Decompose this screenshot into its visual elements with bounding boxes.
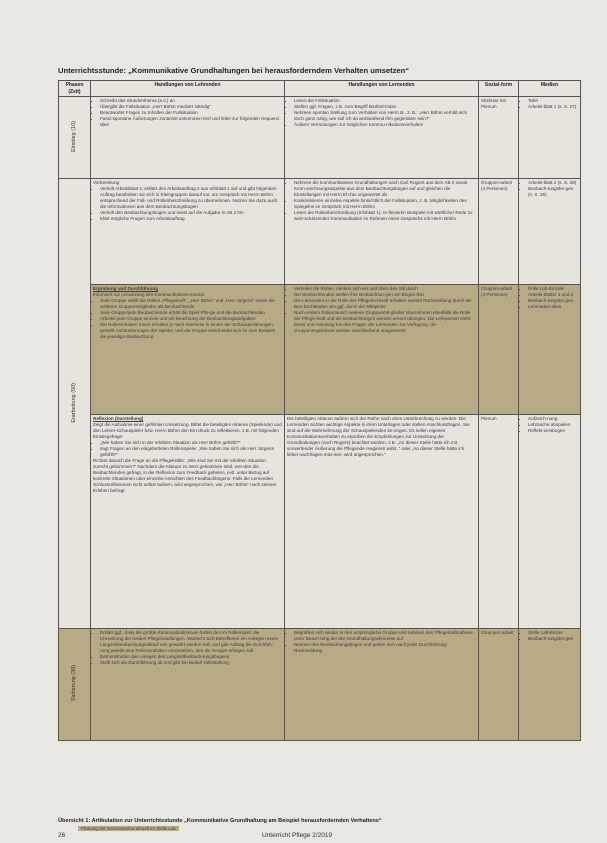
caption-subline: Planung der Seminarreihe aktuell im Skills Lab bbox=[78, 826, 179, 831]
list-item: • Beobach-tungsbo-gen bbox=[528, 636, 578, 642]
social-cell: Gruppen-arbeit (4 Personen) bbox=[479, 285, 519, 415]
list-item: • Nehmen spontan Stellung zum Verhalten von Herrn B., z. B.: „Herr Böhm verhält sich doch ganz ruhig, wie soll ich da wohlwollend ihm gegenüber sein?“ bbox=[294, 110, 476, 122]
list-item: • Rolle Lab-Einzelk bbox=[528, 286, 578, 292]
lesson-plan-table bbox=[58, 80, 581, 741]
list-item: • Arbeits-blatt 1 (s. S. 27) bbox=[528, 104, 578, 110]
list-item: • „Wie haben Sie sich in der erlebten Situation als Herr Böhm gefühlt?“ bbox=[100, 440, 282, 446]
list-item: • Äußern Vermutungen zur möglichen Kommu-nikationsverhalten bbox=[294, 122, 476, 128]
list-item: • Nennen den Beobachtungsbogen und geben sich nach jeder Durchführung Rückmeldung bbox=[294, 642, 476, 654]
phase-cell bbox=[59, 179, 91, 629]
list-item: • Erklärt ggf., dass die größte Kommunikationsver-halten des im Rollenspiel, die Umsetzung der beiden Pflegehandlungen. Wünscht sich Betroffenen ein Anliegen einen Langzeitbeobachtungsablauf aus gewahrt werden soll, und gibt Auftrag die Durchfüh-rung jeweils eine Rollenpraktiken einzusetzen, den die Gruppe erfolgen soll. bbox=[100, 630, 282, 654]
list-item: • Reflekt-ionsbogen bbox=[528, 428, 578, 434]
col-header-media: Medien bbox=[519, 81, 581, 97]
section-subheading: Erprobung und Durchführung bbox=[93, 286, 159, 291]
table-header-row bbox=[59, 81, 581, 97]
media-cell bbox=[519, 285, 581, 415]
list-item: • Die Beobachtenden stellen ihre Beobachtun-gen am Bogen fest bbox=[294, 292, 476, 298]
phase-label-erarbeitung: Erarbeitung (50) bbox=[70, 382, 77, 423]
teacher-cell bbox=[91, 629, 285, 741]
table-row-einstieg bbox=[59, 97, 581, 179]
list-item: • Nehmen die kommunikativen Grundhaltungen nach Carl Rogers aus dem AB 2 sowie Kenn-zeichnungsaspekte aus dem Beobachtungsbogen auf und gleichen die Einstellungen mit Herrn Eh-fan ungewertet ab bbox=[294, 180, 476, 198]
list-item: • Tafel bbox=[528, 98, 578, 104]
list-item: • sagt Fragen an den eingebetteten Rollenspieler „Wie haben Sie sich als Herr Jürgens gefühlt?“ bbox=[100, 446, 282, 458]
teacher-cell bbox=[91, 415, 285, 629]
list-item: • Arbeits-blatt 2 (s. S. 28) bbox=[528, 180, 578, 186]
col-header-learners: Handlungen von Lernenden bbox=[285, 81, 479, 97]
list-item: • Lehrsache abspielen bbox=[528, 422, 578, 428]
phase-cell bbox=[59, 97, 91, 179]
journal-footer: Unterricht Pflege 2/2019 bbox=[262, 832, 333, 839]
list-item: • Beobach-tungsbo-gen (s. S. 29) bbox=[528, 186, 578, 198]
social-cell: Grup-pen-arbeit bbox=[479, 629, 519, 741]
phase-label-einstieg: Einstieg (10) bbox=[70, 121, 77, 152]
section-subheading: Vorbereitung bbox=[93, 180, 120, 185]
teacher-cell bbox=[91, 97, 285, 179]
table-row-durchfuehrung bbox=[59, 285, 581, 415]
teacher-cell bbox=[91, 179, 285, 285]
page-heading: Unterrichtsstunde: „Kommunikative Grundhaltungen bei herausforderndem Verhalten umsetzen“ bbox=[58, 66, 410, 75]
list-item: • Verteilt Arbeitsblatt 2, erklärt den Arbeitsauftrag 2 aus Infoblatt 1 auf und gibt folgenden Auftrag bearbeiten sie sich in Kleingruppen darauf vor, am Gespräch mit Herrn Böhm entsprechend der Fall- und Rollenbeschreibung zu übernehmen. Nutzen Sie dazu auch die Informationen aus dem Beobachtungsbogen bbox=[100, 186, 282, 210]
list-item: • Stelle Lab-Einzel bbox=[528, 630, 578, 636]
learners-cell bbox=[285, 629, 479, 741]
learners-cell bbox=[285, 285, 479, 415]
media-cell bbox=[519, 179, 581, 285]
col-header-social: Sozial-form bbox=[479, 81, 519, 97]
list-item: • Stellen ggf. Fragen, z.B. zum Begriff Barthel-Index bbox=[294, 104, 476, 110]
list-item: • Jede Gruppe wählt die Rollen „Pflegekraft“, „Herr Böhm“ und „Herr Jürgens“ sowie die weiteren Gruppenmitglieder als Beobachtende bbox=[100, 298, 282, 310]
list-item: • Schreibt das Stundenthema (s.o.) an bbox=[100, 98, 282, 104]
table-row-sicherung bbox=[59, 629, 581, 741]
paragraph: Die beteiligten Akteure äußern sich der Reihe nach ohne Unterbrechung zu werden. Die Lernenden sichten wichtige Aspekte in ihren Unterlagen oder stellen Anschlussfragen. Sie sind auf die Wahrnehmung der Schauspielenden be-zogen. Es sollen eigenes Kommunikationsverhalten zu erproben die Empfehlungen zur Umsetzung der Grundhaltungen (nach Rogers) beachtet werden, z.B. „An dieser Stelle hätte ich mit vorwerfender Äußerung die Pflegende reagieren wirkt..“ oder „An dieser Stelle hätte ich lieber nachfragen müs-sen, wird angesprochen.“ bbox=[287, 416, 470, 457]
paragraph: Richtet danach die Frage an die Pflegekräfte: „Wie sind Sie mit der erlebten Situation zurecht gekommen?“ Nachdem die Akteure zu Wort gekommen sind, wer-den die Beobachtenden gefragt, in der Reflexion zum Feedback gebeten, evtl. unter Bezug auf konkrete Situationen oder einzelne Ansichten des Feedbackbogens. Falls die Lernenden Schlussreflexionen nicht selbst äußern, wird angesprochen, wie „Herr Böhm“ nach seinem Erleben befragt. bbox=[93, 457, 277, 493]
media-cell bbox=[519, 629, 581, 741]
teacher-cell bbox=[91, 285, 285, 415]
list-item: • Arbeitet jede Gruppe einzeln und mit Beachtung der Beobachtungsaufgaben bbox=[100, 316, 282, 322]
social-cell: Sitzkreis mit Plenum bbox=[479, 97, 519, 179]
col-header-teacher: Handlungen von Lehrenden bbox=[91, 81, 285, 97]
list-item: • Konkretisieren einzelne Aspekte hinsichtlich der Fallsituation, z. B. Möglichkeiten des Spiegelns im Gespräch mit Herrn Böhm bbox=[294, 198, 476, 210]
learners-cell bbox=[285, 97, 479, 179]
list-item: • Jede Gruppe/jede Beobachtende erhält die Spiel-Pfle-ge und die Beobachtenden bbox=[100, 310, 282, 316]
page-number: 26 bbox=[58, 832, 66, 839]
learners-cell bbox=[285, 179, 479, 285]
list-item: • Lesen die Rollenbeschreibung (Infoblatt 1), re-flexieren Beispiele mit wörtlicher Rede zu wert-schätzender Kommunikation im Rahmen eines Gesprächs mit Herrn Böhm bbox=[294, 210, 476, 222]
list-item: • Verteilen die Rollen, denken sich ein und üben den Stil durch bbox=[294, 286, 476, 292]
list-item: • Die Lernenden in der Rolle der Pflegefachkraft erhalten sowohl Rückmeldung durch die Beo-bachtenden wie ggf. durch die Mitspieler bbox=[294, 298, 476, 310]
list-item: • Begrüßen sich wieder in ihre ursprüngliche Gruppe und nehmen den Pflegemaßnahmen unter Beach-tung der der Grundhaltungselemente auf bbox=[294, 630, 476, 642]
paragraph: Informiert zur Umsetzung des Kommunikations-modus: bbox=[93, 291, 206, 297]
list-item: • Lehrmateri-alien bbox=[528, 304, 578, 310]
social-cell: Gruppen-arbeit (4 Personen) bbox=[479, 179, 519, 285]
list-item: • Beobach-tungsbo-gen bbox=[528, 298, 578, 304]
section-subheading: Reflexion (Darstellung) bbox=[93, 416, 144, 421]
list-item: • Übergibt die Fallsituation „Herr Böhm meckert ständig“ bbox=[100, 104, 282, 110]
paragraph: Zeigt die Aufnahme einer gefilmten Umsetzung. Bittet die beteiligten Akteure (Spielende) und den Lehrer-Schauspieler bzw. Herrn Böhm den Ein-druck zu reflektieren, z.B. mit folgenden Einstiegsfrage: bbox=[93, 421, 282, 439]
phase-cell bbox=[59, 629, 91, 741]
list-item: • Demonstration des Anlegen des Langzeitbeobach-tungsbogens bbox=[100, 654, 282, 660]
list-item: • Fasst spontane Äußerungen zunächst unkommen-tiert und leitet zur folgenden Sequenz über bbox=[100, 116, 282, 128]
list-item: • Beantwortet Fragen zu Inhalten der Fallsituation bbox=[100, 110, 282, 116]
media-cell bbox=[519, 97, 581, 179]
list-item: • Die Rolleninhaber/ innen erhalten je nach Interesse in einem der Schauspielübungen, gestellt Aufmünterungen der Spieler, und die Gruppe entscheidet sich im zum Beispiel die jeweilige Beobachtung bbox=[100, 322, 282, 340]
table-caption: Übersicht 1: Artikulation zur Unterrichtsstunde „Kommunikative Grundhaltung am Beispiel herausfordernden Verhaltens“ bbox=[58, 818, 382, 824]
list-item: • Lesen die Fallsituation bbox=[294, 98, 476, 104]
list-item: • Verteilt den Beobachtungsbogen und weist auf die Aufgabe in AB 2 hin bbox=[100, 210, 282, 216]
list-item: • Aufzeich-nung bbox=[528, 416, 578, 422]
table-row-vorbereitung bbox=[59, 179, 581, 285]
list-item: • Stellt sich die Durchführung ab und gibt bei Bedarf Hilfestellung bbox=[100, 660, 282, 666]
list-item: • Nach erstem Rollentausch weitere Gruppenmit-glieder übernehmen ebenfalls die Rolle der Pflege-kraft und die Beobachtungen werden erneut übungen. Die Lehrperson steht bereit und Anleitung bei den Fragen der Lernenden zur Verfügung, die Gruppenergebnisse werden anschließend ausgewertet bbox=[294, 310, 476, 334]
col-header-phase: Phasen (Zeit) bbox=[59, 81, 91, 97]
social-cell: Plenum bbox=[479, 415, 519, 629]
phase-label-sicherung: Sicherung (30) bbox=[70, 665, 77, 702]
list-item: • Arbeits-blätter 1 und 2 bbox=[528, 292, 578, 298]
media-cell bbox=[519, 415, 581, 629]
learners-cell bbox=[285, 415, 479, 629]
table-row-reflexion bbox=[59, 415, 581, 629]
list-item: • Klärt mögliche Fragen zum Arbeitsauftrag bbox=[100, 216, 282, 222]
